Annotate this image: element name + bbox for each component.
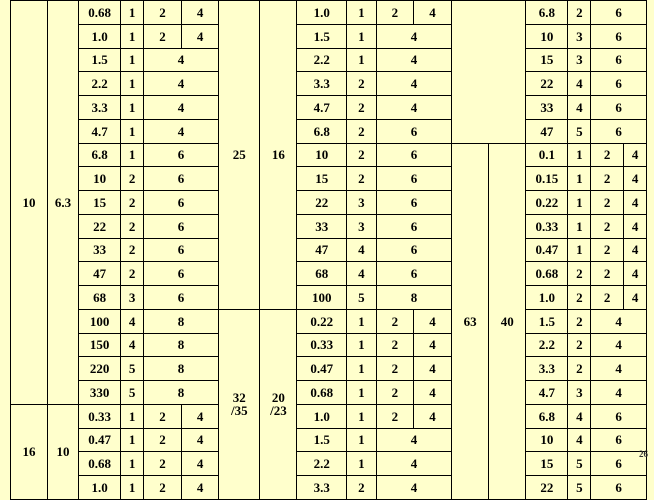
group-63v-diameter: 40 — [489, 143, 526, 499]
table-cell: 3 — [568, 24, 591, 48]
table-cell: 4 — [143, 119, 218, 143]
table-cell: 4 — [591, 333, 647, 357]
table-cell: 1 — [568, 191, 591, 215]
table-cell: 2 — [568, 286, 591, 310]
table-cell: 4 — [376, 72, 451, 96]
table-cell: 330 — [79, 381, 121, 405]
table-cell: 0.33 — [297, 333, 346, 357]
table-cell: 4 — [591, 309, 647, 333]
table-cell: 2 — [568, 309, 591, 333]
table-cell: 100 — [297, 286, 346, 310]
table-cell: 0.68 — [79, 1, 121, 25]
table-cell: 3.3 — [79, 96, 121, 120]
table-row — [11, 428, 647, 452]
table-cell: 10 — [79, 167, 121, 191]
table-cell: 6.8 — [79, 143, 121, 167]
table-cell: 1.5 — [297, 428, 346, 452]
table-cell: 4 — [591, 381, 647, 405]
table-cell: 1 — [121, 476, 144, 500]
table-cell: 1.0 — [79, 476, 121, 500]
table-cell: 4 — [121, 333, 144, 357]
table-cell: 2 — [568, 1, 591, 25]
table-cell: 2 — [376, 357, 413, 381]
table-cell: 4 — [624, 167, 647, 191]
table-cell: 4 — [182, 428, 219, 452]
table-cell: 2 — [568, 262, 591, 286]
table-cell: 1.0 — [297, 1, 346, 25]
table-row — [11, 48, 647, 72]
table-cell: 6 — [143, 214, 218, 238]
table-cell: 0.68 — [526, 262, 568, 286]
table-cell: 4 — [182, 452, 219, 476]
table-cell: 4 — [624, 214, 647, 238]
table-cell: 1 — [121, 143, 144, 167]
table-cell: 1 — [346, 333, 376, 357]
table-cell: 0.47 — [526, 238, 568, 262]
table-cell: 2 — [143, 476, 181, 500]
table-cell: 0.1 — [526, 143, 568, 167]
table-cell: 33 — [526, 96, 568, 120]
table-cell: 220 — [79, 357, 121, 381]
table-cell: 6 — [376, 143, 451, 167]
table-cell: 2.2 — [526, 333, 568, 357]
blank-cell — [452, 1, 526, 144]
table-cell: 2 — [346, 96, 376, 120]
table-cell: 1 — [121, 404, 144, 428]
table-cell: 1 — [346, 309, 376, 333]
table-cell: 5 — [346, 286, 376, 310]
table-row — [11, 404, 647, 428]
table-cell: 6.8 — [526, 404, 568, 428]
table-cell: 15 — [297, 167, 346, 191]
table-cell: 6 — [376, 262, 451, 286]
table-cell: 2 — [143, 1, 181, 25]
table-cell: 4 — [121, 309, 144, 333]
table-cell: 0.15 — [526, 167, 568, 191]
table-row — [11, 72, 647, 96]
table-cell: 5 — [121, 357, 144, 381]
table-cell: 6 — [143, 167, 218, 191]
table-cell: 6 — [143, 262, 218, 286]
table-cell: 15 — [526, 48, 568, 72]
table-cell: 10 — [526, 428, 568, 452]
table-cell: 100 — [79, 309, 121, 333]
table-cell: 6 — [376, 238, 451, 262]
table-cell: 3 — [568, 48, 591, 72]
table-cell: 4 — [568, 96, 591, 120]
table-cell: 0.22 — [526, 191, 568, 215]
table-cell: 6 — [591, 24, 647, 48]
table-row — [11, 119, 647, 143]
table-cell: 4 — [143, 96, 218, 120]
table-cell: 1 — [346, 48, 376, 72]
table-cell: 4 — [624, 262, 647, 286]
table-cell: 4 — [143, 48, 218, 72]
table-cell: 22 — [526, 476, 568, 500]
table-cell: 2 — [346, 476, 376, 500]
table-cell: 4 — [376, 96, 451, 120]
table-cell: 2 — [121, 214, 144, 238]
table-cell: 6 — [376, 191, 451, 215]
table-cell: 6 — [143, 143, 218, 167]
table-cell: 4 — [143, 72, 218, 96]
table-cell: 4 — [413, 404, 451, 428]
table-cell: 6 — [591, 119, 647, 143]
table-cell: 68 — [79, 286, 121, 310]
table-cell: 4 — [376, 24, 451, 48]
table-cell: 8 — [143, 381, 218, 405]
table-cell: 1.5 — [79, 48, 121, 72]
table-cell: 22 — [79, 214, 121, 238]
table-cell: 1 — [121, 24, 144, 48]
table-cell: 4 — [413, 309, 451, 333]
table-cell: 33 — [79, 238, 121, 262]
table-cell: 4 — [182, 404, 219, 428]
table-row — [11, 286, 647, 310]
group-32v-diameter: 20 /23 — [260, 309, 297, 499]
table-row — [11, 143, 647, 167]
table-cell: 3 — [346, 191, 376, 215]
table-cell: 15 — [79, 191, 121, 215]
table-cell: 2 — [143, 404, 181, 428]
table-row — [11, 24, 647, 48]
table-cell: 0.68 — [79, 452, 121, 476]
table-cell: 1 — [121, 119, 144, 143]
table-cell: 4 — [624, 286, 647, 310]
group-63v-voltage: 63 — [452, 143, 489, 499]
table-cell: 1.0 — [79, 24, 121, 48]
table-cell: 68 — [297, 262, 346, 286]
table-cell: 1 — [121, 48, 144, 72]
group-16v-diameter: 10 — [48, 404, 79, 499]
table-row — [11, 96, 647, 120]
table-cell: 0.33 — [526, 214, 568, 238]
table-cell: 4 — [568, 72, 591, 96]
table-cell: 6.8 — [526, 1, 568, 25]
table-cell: 2 — [143, 452, 181, 476]
table-cell: 1 — [568, 238, 591, 262]
table-cell: 0.33 — [79, 404, 121, 428]
table-cell: 6 — [591, 72, 647, 96]
table-cell: 6 — [591, 96, 647, 120]
table-cell: 4 — [376, 48, 451, 72]
table-cell: 4 — [182, 476, 219, 500]
table-cell: 6 — [591, 48, 647, 72]
table-cell: 1 — [346, 428, 376, 452]
table-cell: 2.2 — [79, 72, 121, 96]
table-cell: 6.8 — [297, 119, 346, 143]
table-cell: 3.3 — [526, 357, 568, 381]
table-cell: 4 — [591, 357, 647, 381]
table-cell: 8 — [143, 333, 218, 357]
table-cell: 3.3 — [297, 72, 346, 96]
table-cell: 2 — [346, 119, 376, 143]
table-cell: 1.5 — [526, 309, 568, 333]
table-cell: 8 — [143, 357, 218, 381]
table-cell: 1 — [346, 381, 376, 405]
table-cell: 1.0 — [526, 286, 568, 310]
table-cell: 4 — [413, 381, 451, 405]
table-row — [11, 262, 647, 286]
table-cell: 0.22 — [297, 309, 346, 333]
group-10v-diameter: 6.3 — [48, 1, 79, 405]
table-cell: 2.2 — [297, 48, 346, 72]
table-cell: 2 — [121, 167, 144, 191]
table-cell: 2 — [346, 72, 376, 96]
table-cell: 2.2 — [297, 452, 346, 476]
table-cell: 2 — [591, 262, 624, 286]
table-cell: 6 — [376, 167, 451, 191]
table-cell: 4.7 — [297, 96, 346, 120]
table-row — [11, 357, 647, 381]
table-row — [11, 309, 647, 333]
table-cell: 4.7 — [526, 381, 568, 405]
table-cell: 2 — [376, 1, 413, 25]
table-cell: 6 — [376, 119, 451, 143]
table-cell: 2 — [376, 333, 413, 357]
table-cell: 2 — [346, 167, 376, 191]
group-25v-diameter: 16 — [260, 1, 297, 310]
table-cell: 1 — [568, 167, 591, 191]
table-cell: 1 — [346, 357, 376, 381]
table-cell: 4 — [413, 357, 451, 381]
group-10v-voltage: 10 — [11, 1, 48, 405]
table-cell: 150 — [79, 333, 121, 357]
table-cell: 2 — [568, 357, 591, 381]
table-cell: 4 — [346, 262, 376, 286]
table-cell: 0.47 — [297, 357, 346, 381]
table-cell: 0.47 — [79, 428, 121, 452]
table-cell: 2 — [591, 286, 624, 310]
table-cell: 10 — [526, 24, 568, 48]
table-cell: 5 — [568, 452, 591, 476]
table-cell: 1.0 — [297, 404, 346, 428]
table-cell: 47 — [79, 262, 121, 286]
table-cell: 6 — [591, 404, 647, 428]
table-cell: 4 — [182, 1, 219, 25]
table-cell: 10 — [297, 143, 346, 167]
table-cell: 2 — [143, 428, 181, 452]
table-cell: 47 — [297, 238, 346, 262]
table-row — [11, 381, 647, 405]
table-cell: 47 — [526, 119, 568, 143]
table-row — [11, 452, 647, 476]
table-row — [11, 191, 647, 215]
group-16v-voltage: 16 — [11, 404, 48, 499]
table-cell: 1 — [346, 1, 376, 25]
table-cell: 4 — [624, 238, 647, 262]
table-cell: 1 — [121, 428, 144, 452]
group-32v-voltage: 32 /35 — [219, 309, 260, 499]
table-cell: 4 — [568, 404, 591, 428]
table-cell: 1 — [346, 452, 376, 476]
table-cell: 6 — [143, 286, 218, 310]
table-cell: 15 — [526, 452, 568, 476]
table-cell: 2 — [121, 262, 144, 286]
table-cell: 2 — [121, 238, 144, 262]
table-row — [11, 214, 647, 238]
table-cell: 3.3 — [297, 476, 346, 500]
table-cell: 6 — [143, 191, 218, 215]
table-cell: 3 — [568, 381, 591, 405]
group-25v-voltage: 25 — [219, 1, 260, 310]
table-cell: 2 — [346, 143, 376, 167]
page-number: 26 — [639, 449, 648, 459]
table-cell: 6 — [591, 452, 647, 476]
table-cell: 4 — [413, 1, 451, 25]
table-cell: 5 — [568, 476, 591, 500]
table-cell: 4.7 — [79, 119, 121, 143]
table-cell: 1 — [121, 1, 144, 25]
table-cell: 33 — [297, 214, 346, 238]
table-cell: 2 — [591, 191, 624, 215]
table-cell: 4 — [182, 24, 219, 48]
table-cell: 2 — [591, 143, 624, 167]
table-cell: 4 — [376, 452, 451, 476]
table-cell: 2 — [143, 24, 181, 48]
table-cell: 22 — [526, 72, 568, 96]
table-cell: 2 — [121, 191, 144, 215]
table-row — [11, 1, 647, 25]
table-cell: 4 — [568, 428, 591, 452]
table-row — [11, 167, 647, 191]
table-cell: 0.68 — [297, 381, 346, 405]
table-cell: 22 — [297, 191, 346, 215]
table-cell: 3 — [346, 214, 376, 238]
capacitor-spec-table — [10, 0, 647, 500]
table-cell: 6 — [591, 428, 647, 452]
table-cell: 4 — [413, 333, 451, 357]
table-cell: 8 — [143, 309, 218, 333]
table-cell: 1 — [121, 452, 144, 476]
table-cell: 6 — [591, 1, 647, 25]
table-cell: 5 — [568, 119, 591, 143]
table-cell: 1 — [346, 24, 376, 48]
table-cell: 2 — [376, 309, 413, 333]
table-cell: 4 — [346, 238, 376, 262]
table-cell: 1 — [121, 72, 144, 96]
table-cell: 2 — [568, 333, 591, 357]
table-cell: 6 — [376, 214, 451, 238]
table-cell: 1 — [346, 404, 376, 428]
table-cell: 5 — [121, 381, 144, 405]
table-row — [11, 238, 647, 262]
table-cell: 4 — [624, 143, 647, 167]
table-cell: 8 — [376, 286, 451, 310]
table-row — [11, 476, 647, 500]
table-cell: 1 — [568, 143, 591, 167]
table-cell: 2 — [591, 214, 624, 238]
table-cell: 4 — [376, 476, 451, 500]
table-cell: 4 — [624, 191, 647, 215]
table-cell: 6 — [591, 476, 647, 500]
table-cell: 1.5 — [297, 24, 346, 48]
table-cell: 2 — [376, 404, 413, 428]
table-cell: 2 — [376, 381, 413, 405]
table-cell: 4 — [376, 428, 451, 452]
table-cell: 3 — [121, 286, 144, 310]
table-cell: 6 — [143, 238, 218, 262]
table-cell: 1 — [121, 96, 144, 120]
table-cell: 2 — [591, 238, 624, 262]
table-cell: 1 — [568, 214, 591, 238]
table-row — [11, 333, 647, 357]
table-cell: 2 — [591, 167, 624, 191]
